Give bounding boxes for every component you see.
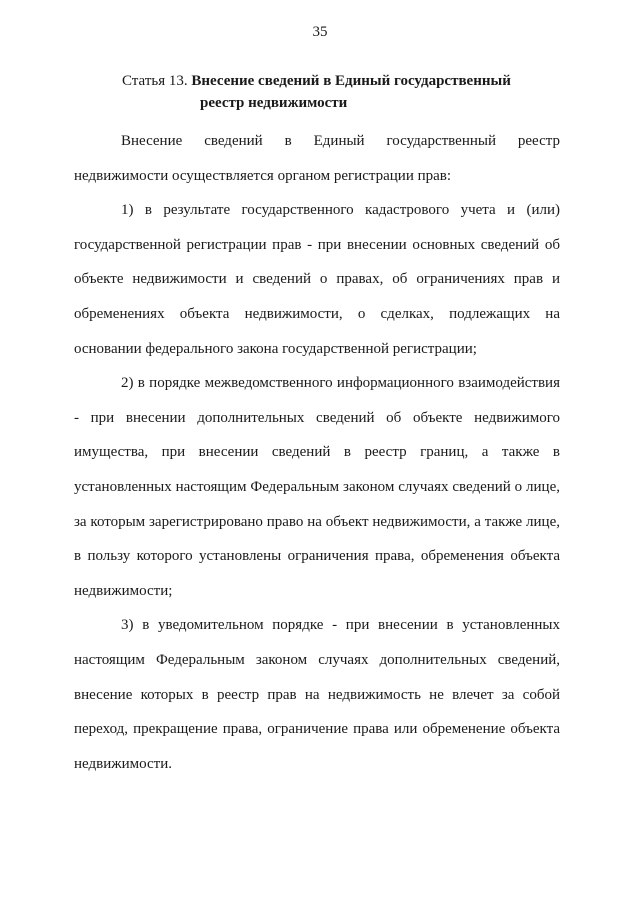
paragraph-item-3: 3) в уведомительном порядке - при внесении в установленных настоящим Федеральным законом случаях дополнительных сведений, внесение которых в реестр прав на недвижимость не влечет за собой переход, прекращение права, ограничение права или обременение объекта недвижимости.: [74, 617, 560, 772]
article-label: Статья 13.: [122, 73, 188, 89]
article-title-continuation: реестр недвижимости: [200, 95, 348, 111]
article-title: Внесение сведений в Единый государственный: [191, 73, 511, 89]
paragraph-item-1: 1) в результате государственного кадастрового учета и (или) государственной регистрации прав - при внесении основных сведений об объекте недвижимости и сведений о правах, об ограничениях прав и обременениях объекта недвижимости, о сделках, подлежащих на основании федерального закона государственной регистрации;: [74, 202, 560, 357]
article-body: [74, 124, 560, 781]
article-heading: [122, 70, 511, 92]
paragraph-item-2: 2) в порядке межведомственного информационного взаимодействия - при внесении дополнительных сведений об объекте недвижимого имущества, при внесении сведений в реестр границ, а также в установленных настоящим Федеральным законом случаях сведений о лице, за которым зарегистрировано право на объект недвижимости, а также лице, в пользу которого установлены ограничения права, обременения объекта недвижимости;: [74, 375, 560, 599]
page-number: 35: [312, 24, 328, 40]
paragraph-intro: Внесение сведений в Единый государственный реестр недвижимости осуществляется органом регистрации прав:: [74, 133, 560, 184]
